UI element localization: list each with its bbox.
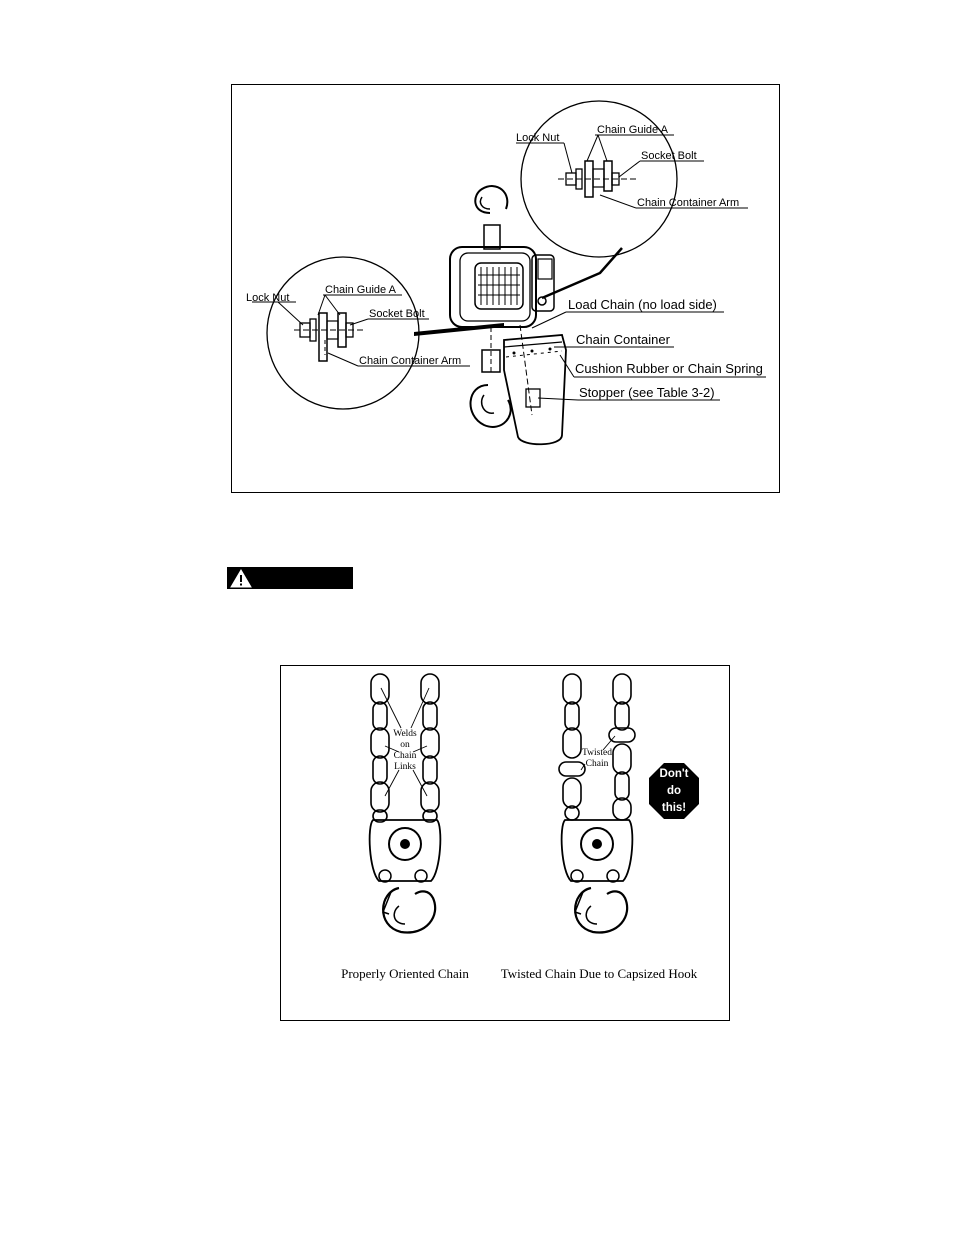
right-socket-bolt-label: Socket Bolt — [641, 150, 697, 162]
caption-proper-chain: Properly Oriented Chain — [341, 966, 469, 981]
twisted-chain-illustration — [501, 674, 698, 981]
stop-sign-line-1: Don't — [659, 768, 689, 780]
chain-orientation-diagram — [281, 666, 731, 1022]
load-chain-label: Load Chain (no load side) — [568, 297, 717, 312]
twisted-label-line-2: Chain — [585, 759, 609, 769]
cushion-rubber-label: Cushion Rubber or Chain Spring — [575, 361, 763, 376]
welds-label-line-4: Links — [394, 762, 416, 772]
left-socket-bolt-label: Socket Bolt — [369, 308, 425, 320]
stop-sign-line-3: this! — [661, 802, 687, 814]
proper-chain-illustration — [341, 674, 469, 981]
warning-triangle-icon — [230, 569, 252, 588]
twisted-label-line-1: Twisted — [582, 748, 612, 758]
right-chain-guide-label: Chain Guide A — [597, 124, 668, 136]
chain-container-label: Chain Container — [576, 332, 670, 347]
left-lock-nut-label: Lock Nut — [246, 292, 290, 304]
left-chain-guide-label: Chain Guide A — [325, 284, 396, 296]
warning-banner — [227, 567, 353, 589]
right-chain-container-arm-label: Chain Container Arm — [637, 197, 740, 209]
hoist-diagram-frame — [231, 84, 780, 493]
welds-label-line-1: Welds — [393, 729, 417, 739]
welds-label-line-3: Chain — [393, 751, 417, 761]
stopper-label: Stopper (see Table 3-2) — [579, 385, 715, 400]
dont-do-this-stop-sign — [649, 763, 699, 819]
left-chain-container-arm-label: Chain Container Arm — [359, 355, 462, 367]
caption-twisted-chain: Twisted Chain Due to Capsized Hook — [500, 966, 698, 981]
welds-label-line-2: on — [400, 740, 410, 750]
hoist-diagram — [232, 85, 781, 494]
left-detail-circle — [267, 257, 419, 409]
hoist-body — [450, 186, 566, 444]
stop-sign-line-2: do — [666, 785, 682, 797]
chain-orientation-frame — [280, 665, 730, 1021]
right-lock-nut-label: Lock Nut — [516, 132, 560, 144]
